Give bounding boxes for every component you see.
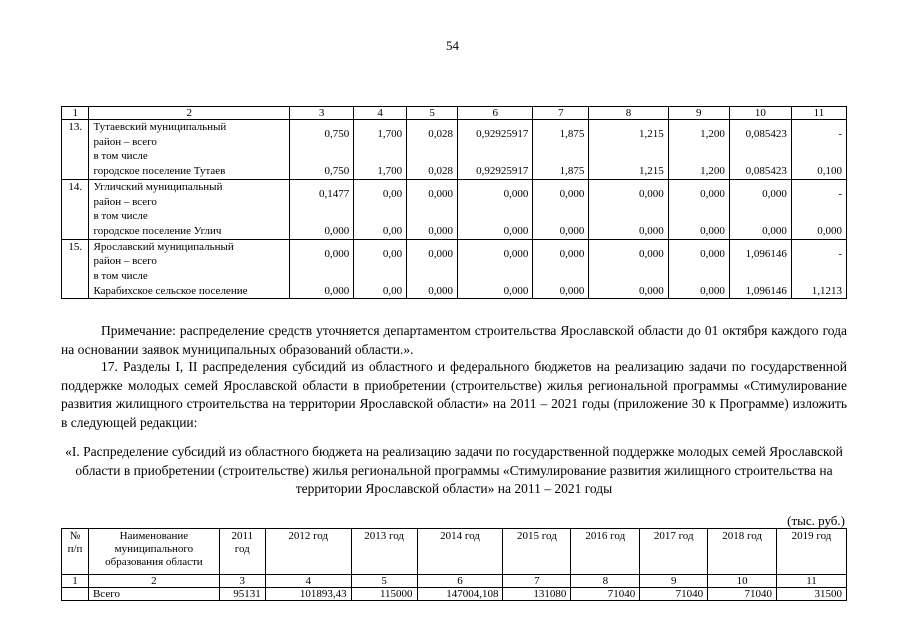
total-row [62,588,847,601]
column-number: 8 [589,107,668,120]
district-total-value: - [838,128,842,141]
settlement-value: 0,000 [324,224,350,237]
section-title: «I. Распределение субсидий из областного бюджета на реализацию задачи по государственной поддержке молодых семей Ярославской области в приобретении (строительстве) жилья региональной программы «Стимулирование развития жилищного строительства на территории Ярославской области» на 2011 – 2021 годы [65,444,843,496]
column-number: 11 [777,575,847,588]
column-number-row [62,575,847,588]
settlement-value: 0,000 [428,284,454,297]
district-row [62,239,847,299]
district-total-value: 0,1477 [318,188,350,201]
header-year: 2012 год [265,529,351,575]
district-total-value: 0,000 [762,188,787,201]
value-cell [458,239,533,299]
district-total-value: 1,700 [377,128,403,141]
district-total-value: 0,000 [700,188,725,201]
header-name: Наименование муниципального образования области [88,529,219,575]
settlement-value: 1,1213 [811,284,842,297]
column-number: 3 [219,575,265,588]
value-cell [729,179,791,239]
value-cell [290,239,354,299]
district-name [89,179,290,239]
settlement-value: 1,096146 [745,284,787,297]
district-name-line: в том числе [93,270,148,283]
value-cell [791,120,846,180]
value-cell [407,120,458,180]
subsidy-distribution-table [61,106,847,299]
column-number: 3 [290,107,354,120]
value-cell [407,239,458,299]
settlement-value: 1,700 [377,165,403,178]
total-value: 115000 [351,588,417,601]
district-total-value: 0,000 [559,247,585,260]
column-number: 10 [729,107,791,120]
district-name [89,239,290,299]
column-number: 2 [88,575,219,588]
header-year: 2018 год [708,529,777,575]
district-total-value: 1,096146 [745,247,787,260]
total-value: 101893,43 [265,588,351,601]
district-total-value: - [838,188,842,201]
district-total-value: 0,00 [382,188,403,201]
total-value: 71040 [708,588,777,601]
total-number-cell [62,588,89,601]
district-total-value: 0,000 [428,188,454,201]
column-number: 4 [354,107,407,120]
district-name-line: район – всего [93,255,157,268]
column-number: 6 [417,575,503,588]
district-name-line: Тутаевский муниципальный [93,121,227,133]
annual-subsidy-table [61,528,847,601]
district-name-line: в том числе [93,210,148,223]
value-cell [589,239,668,299]
value-cell [290,120,354,180]
total-value: 95131 [219,588,265,601]
column-number: 7 [503,575,571,588]
settlement-value: 0,000 [762,224,787,237]
value-cell [290,179,354,239]
value-cell [533,179,589,239]
district-name-line: городское поселение Углич [93,224,222,237]
value-cell [354,239,407,299]
row-number: 13. [62,120,89,180]
settlement-value: 0,000 [817,224,842,237]
row-number: 14. [62,179,89,239]
header-year: 2015 год [503,529,571,575]
district-total-value: 1,875 [559,128,585,141]
value-cell [533,239,589,299]
page-number: 54 [446,38,459,53]
district-total-value: 0,000 [324,247,350,260]
district-total-value: 0,085423 [745,128,787,141]
total-value: 147004,108 [417,588,503,601]
district-total-value: 0,000 [503,188,529,201]
district-name-line: Угличский муниципальный [93,180,223,193]
unit-label: (тыс. руб.) [787,513,845,528]
district-name-line: Карабихское сельское поселение [93,284,248,297]
column-number: 8 [571,575,640,588]
column-number: 9 [668,107,729,120]
column-number: 10 [708,575,777,588]
district-name-line: район – всего [93,135,157,148]
column-number: 5 [351,575,417,588]
item-17-paragraph: 17. Разделы I, II распределения субсидий из областного и федерального бюджетов на реализацию задачи по государственной поддержке молодых семей Ярославской области в приобретении (строительстве) жилья региональной программы «Стимулирование развития жилищного строительства на территории Ярославской области» на 2011 – 2021 годы (приложение 30 к Программе) изложить в следующей редакции: [61,359,847,430]
district-name-line: городское поселение Тутаев [93,165,226,178]
district-total-value: 0,000 [700,247,725,260]
settlement-value: 0,000 [559,224,585,237]
settlement-value: 0,100 [817,165,842,178]
settlement-value: 0,000 [700,224,725,237]
district-total-value: - [838,247,842,260]
header-number: № п/п [62,529,89,575]
settlement-value: 0,000 [639,284,664,297]
value-cell [458,179,533,239]
settlement-value: 0,00 [382,284,403,297]
column-number: 1 [62,575,89,588]
district-total-value: 0,92925917 [476,128,529,141]
value-cell [407,179,458,239]
district-total-value: 0,028 [428,128,454,141]
district-total-value: 0,000 [559,188,585,201]
note-paragraph: Примечание: распределение средств уточняется департаментом строительства Ярославской области до 01 октября каждого года на основании заявок муниципальных образований области.». [61,323,847,357]
value-cell [791,179,846,239]
value-cell [589,179,668,239]
settlement-value: 0,000 [503,224,529,237]
district-name [89,120,290,180]
settlement-value: 1,200 [700,165,725,178]
settlement-value: 0,000 [324,284,350,297]
value-cell [533,120,589,180]
settlement-value: 0,750 [324,165,350,178]
district-total-value: 0,000 [639,188,664,201]
column-number-row [62,107,847,120]
settlement-value: 0,00 [382,224,403,237]
header-year: 2016 год [571,529,640,575]
district-total-value: 0,000 [639,247,664,260]
value-cell [589,120,668,180]
column-number: 2 [89,107,290,120]
district-name-line: район – всего [93,195,157,208]
settlement-value: 0,000 [503,284,529,297]
value-cell [668,239,729,299]
district-total-value: 0,000 [503,247,529,260]
value-cell [668,120,729,180]
settlement-value: 0,000 [559,284,585,297]
settlement-value: 0,000 [428,224,454,237]
header-year: 2011 год [219,529,265,575]
settlement-value: 0,028 [428,165,454,178]
column-number: 4 [265,575,351,588]
column-number: 7 [533,107,589,120]
total-value: 131080 [503,588,571,601]
settlement-value: 0,000 [639,224,664,237]
column-number: 5 [407,107,458,120]
value-cell [354,120,407,180]
total-label: Всего [88,588,219,601]
total-value: 31500 [777,588,847,601]
district-total-value: 0,000 [428,247,454,260]
value-cell [354,179,407,239]
value-cell [791,239,846,299]
district-total-value: 0,750 [324,128,350,141]
total-value: 71040 [571,588,640,601]
header-year: 2017 год [640,529,708,575]
column-number: 9 [640,575,708,588]
value-cell [458,120,533,180]
district-row [62,179,847,239]
district-name-line: Ярославский муниципальный [93,240,234,253]
district-name-line: в том числе [93,150,148,163]
district-total-value: 1,215 [639,128,664,141]
settlement-value: 0,085423 [745,165,787,178]
row-number: 15. [62,239,89,299]
header-year: 2013 год [351,529,417,575]
settlement-value: 1,215 [639,165,664,178]
header-year: 2019 год [777,529,847,575]
column-number: 6 [458,107,533,120]
header-row [62,529,847,575]
value-cell [729,239,791,299]
column-number: 1 [62,107,89,120]
district-row [62,120,847,180]
settlement-value: 0,92925917 [476,165,529,178]
value-cell [668,179,729,239]
settlement-value: 0,000 [700,284,725,297]
settlement-value: 1,875 [559,165,585,178]
column-number: 11 [791,107,846,120]
total-value: 71040 [640,588,708,601]
district-total-value: 0,00 [382,247,403,260]
value-cell [729,120,791,180]
district-total-value: 1,200 [700,128,725,141]
header-year: 2014 год [417,529,503,575]
